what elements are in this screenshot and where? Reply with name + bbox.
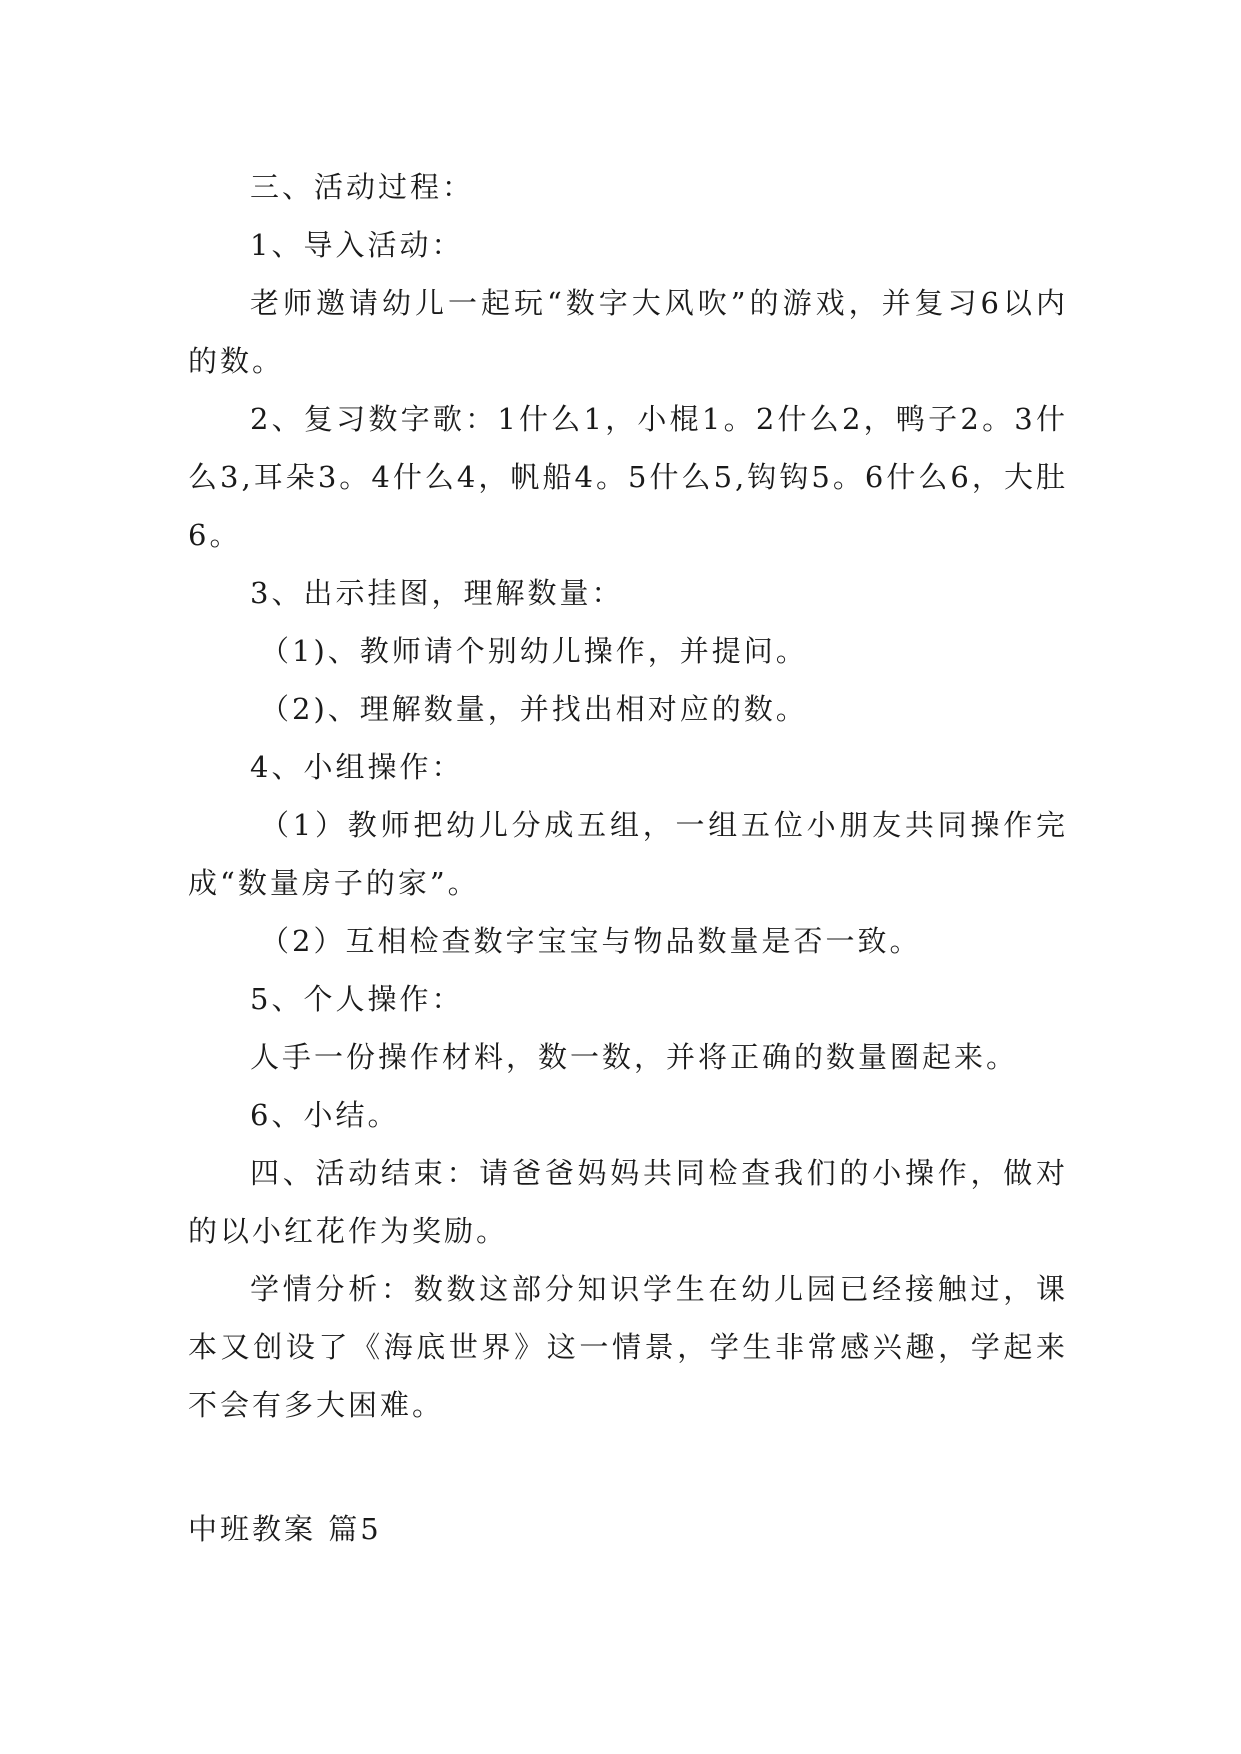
paragraph-materials: 人手一份操作材料，数一数，并将正确的数量圈起来。 xyxy=(250,1040,1019,1074)
step-personal-operation: 5、个人操作： xyxy=(250,982,464,1016)
step-number-song: 2、复习数字歌：1什么1，小棍1。2什么2，鸭子2。3什么3,耳朵3。4什么4，帆船4。5什么5,钩钩5。6什么6，大肚6。 xyxy=(188,402,1068,552)
paragraph-number-game: 老师邀请幼儿一起玩“数字大风吹”的游戏，并复习6以内的数。 xyxy=(188,286,1068,378)
paragraph-learning-analysis: 学情分析：数数这部分知识学生在幼儿园已经接触过，课本又创设了《海底世界》这一情景，学生非常感兴趣，学起来不会有多大困难。 xyxy=(188,1272,1068,1422)
substep-understand-quantity: （2)、理解数量，并找出相对应的数。 xyxy=(260,692,808,726)
substep-mutual-check: （2）互相检查数字宝宝与物品数量是否一致。 xyxy=(260,924,922,958)
step-show-chart: 3、出示挂图，理解数量： xyxy=(250,576,624,610)
document-body xyxy=(188,158,1068,1558)
section-title: 中班教案 篇5 xyxy=(188,1512,382,1546)
substep-individual-operation: （1)、教师请个别幼儿操作，并提问。 xyxy=(260,634,808,668)
step-intro-activity: 1、导入活动： xyxy=(250,228,464,262)
substep-group-division: （1）教师把幼儿分成五组，一组五位小朋友共同操作完成“数量房子的家”。 xyxy=(188,808,1068,900)
heading-activity-process: 三、活动过程： xyxy=(250,170,475,204)
heading-activity-end: 四、活动结束：请爸爸妈妈共同检查我们的小操作，做对的以小红花作为奖励。 xyxy=(188,1156,1068,1248)
step-summary: 6、小结。 xyxy=(250,1098,400,1132)
step-group-operation: 4、小组操作： xyxy=(250,750,464,784)
